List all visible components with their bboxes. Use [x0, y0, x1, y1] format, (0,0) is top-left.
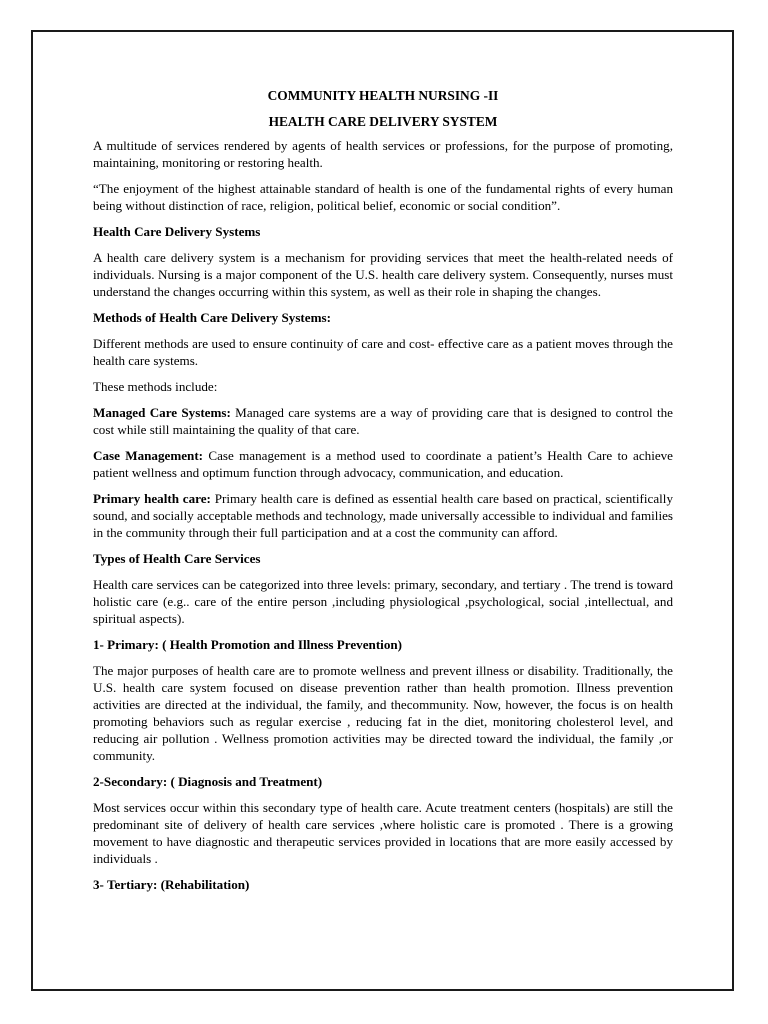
heading-tertiary: 3- Tertiary: (Rehabilitation) [93, 877, 250, 892]
quote-paragraph: “The enjoyment of the highest attainable standard of health is one of the fundamental rights of every human being without distinction of race, religion, political belief, economic or social condition”. [93, 181, 673, 213]
case-management-label: Case Management: [93, 448, 204, 463]
case-management-text: Case management is a method used to coordinate a patient’s Health Care to achieve patient wellness and optimum function through advocacy, communication, and education. [93, 448, 673, 480]
paragraph-managed-care [93, 404, 673, 438]
paragraph-primary-health-care [93, 490, 673, 541]
managed-care-label: Managed Care Systems: [93, 405, 231, 420]
heading-delivery-systems: Health Care Delivery Systems [93, 224, 261, 239]
paragraph-methods: Different methods are used to ensure continuity of care and cost- effective care as a patient moves through the health care systems. [93, 336, 673, 368]
paragraph-delivery-systems: A health care delivery system is a mechanism for providing services that meet the health-related needs of individuals. Nursing is a major component of the U.S. health care delivery system. Consequently, nurses must understand the changes occurring within this system, as well as their role in shaping the changes. [93, 250, 673, 299]
heading-methods: Methods of Health Care Delivery Systems: [93, 310, 331, 325]
paragraph-primary: The major purposes of health care are to promote wellness and prevent illness or disability. Traditionally, the U.S. health care system focused on disease prevention rather than health promotion. Illness prevention activities are directed at the individual, the family, and thecommunity. Now, however, the focus is on health promoting behaviors such as regular exercise , reducing fat in the diet, monitoring cholesterol level, and reducing air pollution . Wellness promotion activities may be directed toward the individual, the family ,or community. [93, 663, 673, 763]
managed-care-text: Managed care systems are a way of providing care that is designed to control the cost while still maintaining the quality of that care. [93, 405, 673, 437]
paragraph-types: Health care services can be categorized into three levels: primary, secondary, and tertiary . The trend is toward holistic care (e.g.. care of the entire person ,including physiological ,psychological, social ,intellectual, and spiritual aspects). [93, 577, 673, 626]
heading-types: Types of Health Care Services [93, 551, 261, 566]
paragraph-case-management [93, 447, 673, 481]
intro-paragraph: A multitude of services rendered by agents of health services or professions, for the purpose of promoting, maintaining, monitoring or restoring health. [93, 138, 673, 170]
primary-health-care-label: Primary health care: [93, 491, 211, 506]
heading-secondary: 2-Secondary: ( Diagnosis and Treatment) [93, 774, 323, 789]
paragraph-methods-include: These methods include: [93, 379, 218, 394]
document-title: COMMUNITY HEALTH NURSING -II [267, 88, 499, 103]
document-body [93, 87, 673, 902]
heading-primary: 1- Primary: ( Health Promotion and Illness Prevention) [93, 637, 403, 652]
document-subtitle: HEALTH CARE DELIVERY SYSTEM [268, 114, 498, 129]
primary-health-care-text: Primary health care is defined as essential health care based on practical, scientifically sound, and socially acceptable methods and technology, made universally accessible to individual and families in the community through their full participation and at a cost the community can afford. [93, 491, 673, 540]
paragraph-secondary: Most services occur within this secondary type of health care. Acute treatment centers (hospitals) are still the predominant site of delivery of health care services ,where holistic care is promoted . There is a growing movement to have diagnostic and therapeutic services provided in locations that are more easily accessed by individuals . [93, 800, 673, 866]
